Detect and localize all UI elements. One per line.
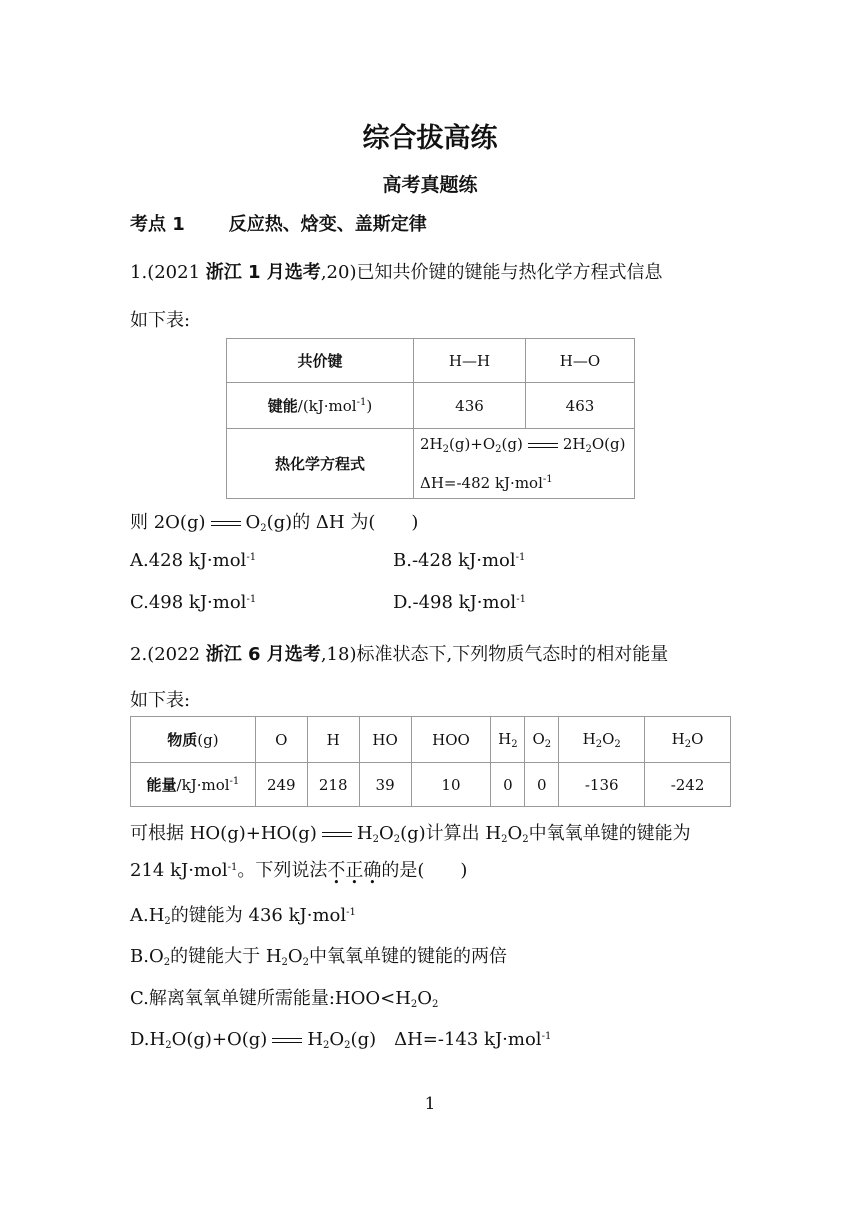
q2-row-energy-label: 能量/kJ·mol$^{-1}$ — [131, 763, 256, 807]
q2-option-b: $B.O_2$的键能大于 $H_2O_2$中氧氧单键的键能的两倍 — [130, 946, 508, 968]
emphasis-dot-char: 正 — [345, 860, 364, 881]
q2-col-o: O — [255, 717, 307, 763]
q2-value-h2: 0 — [491, 763, 525, 807]
q2-value-h2o: -242 — [645, 763, 731, 807]
q2-stem: 2.(2022 浙江 6 月选考,18)标准状态下,下列物质气态时的相对能量 — [130, 644, 669, 665]
q2-table — [130, 716, 731, 807]
section-heading — [130, 210, 427, 236]
q2-value-o: 249 — [255, 763, 307, 807]
q1-option-d: D.-498 kJ·mol$^{-1}$ — [393, 592, 526, 613]
q2-text-line1: 可根据 HO(g)+HO(g) $H_2O_2(g)$计算出 $H_2O_2$中氧氧单键的键能为 — [130, 823, 691, 845]
q1-value-hh: 436 — [414, 383, 526, 429]
q2-value-h: 218 — [307, 763, 359, 807]
q2-option-c: C.解离氧氧单键所需能量$:HOO<H_2O_2$ — [130, 988, 439, 1010]
q2-col-o2: $O_2$ — [525, 717, 559, 763]
page-title: 综合拔高练 — [362, 123, 498, 154]
q2-col-hoo: HOO — [411, 717, 491, 763]
emphasis-dot-char: 不 — [327, 860, 346, 881]
q1-question: 则 2O(g) $O_2(g)$的 ΔH 为( ) — [130, 512, 419, 534]
q1-option-c: C.498 kJ·mol$^{-1}$ — [130, 592, 257, 613]
q2-col-h2o2: $H_2O_2$ — [559, 717, 645, 763]
q1-option-a: A.428 kJ·mol$^{-1}$ — [130, 550, 257, 571]
q1-value-ho: 463 — [526, 383, 635, 429]
q2-stem-line2: 如下表: — [130, 690, 191, 711]
q1-equation-cell: $2H_2(g)+O_2(g)$ $2H_2O(g)$ ΔH=-482 kJ·mol$^{-1}$ — [414, 429, 635, 499]
q2-option-a: $A.H_2$的键能为 436 kJ·mol$^{-1}$ — [130, 905, 356, 927]
section-label: 考点 1 — [130, 214, 185, 235]
page-subtitle: 高考真题练 — [382, 174, 478, 196]
q2-value-ho: 39 — [359, 763, 411, 807]
q1-stem-line2: 如下表: — [130, 310, 191, 331]
q1-stem: 1.(2021 浙江 1 月选考,20)已知共价键的键能与热化学方程式信息 — [130, 262, 663, 283]
q1-header-ho: H—O — [526, 339, 635, 383]
q2-col-ho: HO — [359, 717, 411, 763]
q2-value-h2o2: -136 — [559, 763, 645, 807]
q2-text-line2: 214 kJ·mol$^{-1}$。下列说法不正确的是( ) — [130, 860, 468, 881]
q2-value-hoo: 10 — [411, 763, 491, 807]
q2-option-d: $D.H_2O(g)+O(g)$ $H_2O_2(g)$ ΔH=-143 kJ·mol$^{-1}$ — [130, 1029, 552, 1051]
q1-row-energy-label: 键能/(kJ·mol$^{-1}$) — [227, 383, 414, 429]
q1-header-hh: H—H — [414, 339, 526, 383]
section-topic: 反应热、焓变、盖斯定律 — [228, 214, 427, 235]
q1-table — [226, 338, 635, 499]
q2-value-o2: 0 — [525, 763, 559, 807]
q2-col-h: H — [307, 717, 359, 763]
q1-row-equation-label: 热化学方程式 — [227, 429, 414, 499]
q2-header-substance: 物质(g) — [131, 717, 256, 763]
emphasis-dot-char: 确 — [363, 860, 382, 881]
q2-col-h2o: $H_2O$ — [645, 717, 731, 763]
q1-header-bond: 共价键 — [227, 339, 414, 383]
q2-col-h2: $H_2$ — [491, 717, 525, 763]
q1-option-b: B.-428 kJ·mol$^{-1}$ — [393, 550, 526, 571]
page-number: 1 — [424, 1094, 436, 1114]
